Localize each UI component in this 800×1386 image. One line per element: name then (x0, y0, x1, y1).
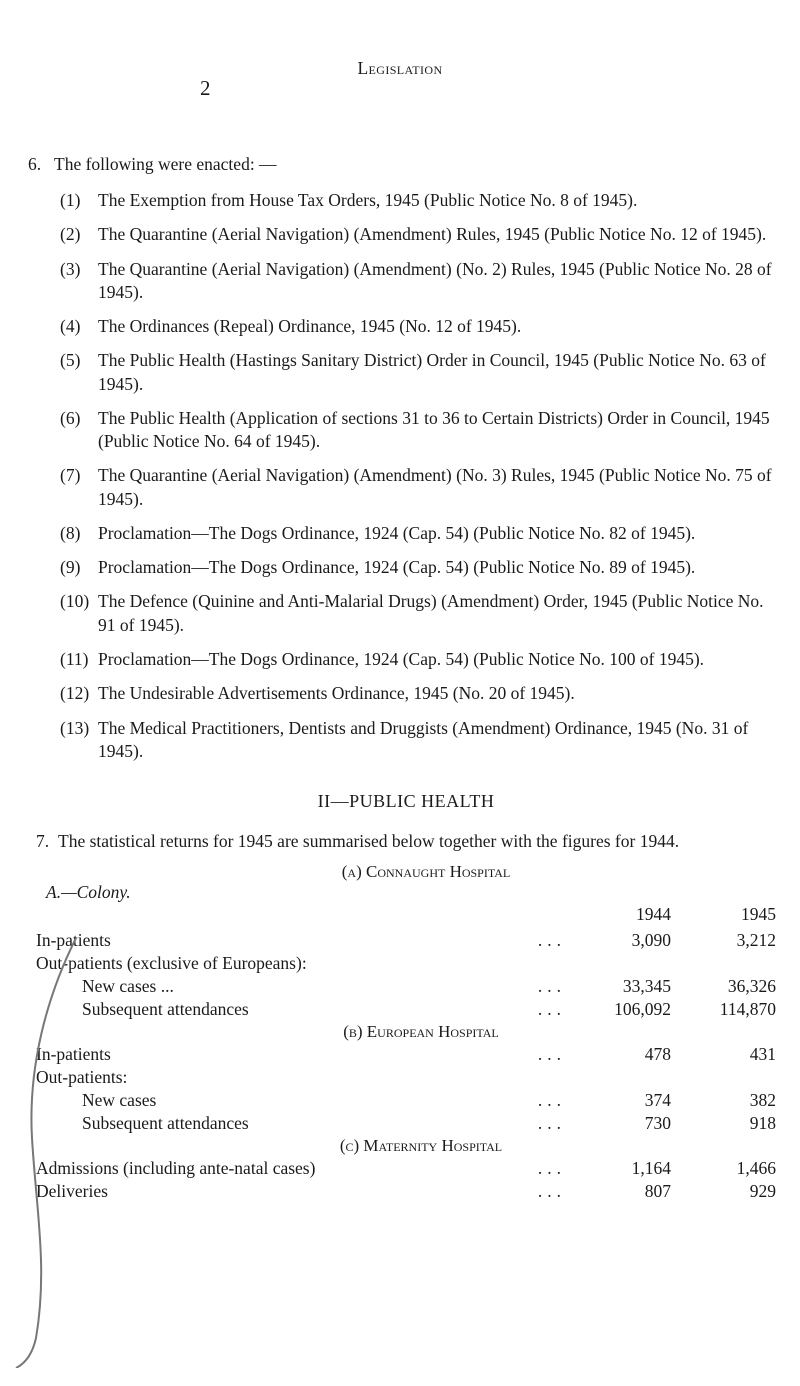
row-value-1945: 431 (749, 1043, 776, 1064)
table-row (36, 998, 776, 1021)
list-item (36, 717, 776, 764)
row-value-1945: 3,212 (736, 929, 776, 950)
list-item-text: The Undesirable Advertisements Ordinance, 1945 (No. 20 of 1945). (98, 683, 575, 704)
row-label: Out-patients: (36, 1066, 128, 1087)
row-dots: ... (537, 1157, 566, 1178)
table-header-row (36, 903, 776, 929)
table-row (36, 1043, 776, 1066)
row-dots: ... (537, 1043, 566, 1064)
row-value-1945: 918 (749, 1112, 776, 1133)
list-item (36, 189, 776, 212)
row-dots: ... (537, 1180, 566, 1201)
row-value-1945: 36,326 (727, 975, 776, 996)
connaught-hospital-table (36, 903, 776, 1203)
list-item (36, 556, 776, 579)
table-row (36, 1157, 776, 1180)
list-item (36, 648, 776, 671)
row-value-1944: 1,164 (631, 1157, 671, 1178)
row-value-1944: 374 (644, 1089, 671, 1110)
list-item-marker: (13) (60, 717, 90, 738)
list-item-marker: (1) (60, 190, 81, 210)
maternity-hospital-title: (c) Maternity Hospital (339, 1135, 503, 1155)
row-value-1945: 114,870 (719, 998, 776, 1019)
row-label: Deliveries (36, 1180, 108, 1201)
spacer-cell (36, 903, 456, 929)
row-value-1944: 807 (644, 1180, 671, 1201)
table-row (36, 1089, 776, 1112)
statistics-paragraph-text: The statistical returns for 1945 are summarised below together with the figures for 1944. (58, 831, 680, 852)
intro-line (28, 154, 776, 175)
section-heading: Legislation (357, 58, 443, 78)
row-label: New cases (82, 1089, 157, 1110)
european-hospital-title: (b) European Hospital (343, 1021, 499, 1041)
row-dots (456, 1066, 566, 1089)
row-label: In-patients (36, 929, 111, 950)
list-item-marker: (2) (60, 224, 81, 245)
row-label: Subsequent attendances (82, 998, 249, 1019)
row-value-1944 (566, 1066, 671, 1089)
row-dots: ... (537, 975, 566, 996)
row-value-1944: 33,345 (622, 975, 671, 996)
row-label: Admissions (including ante-natal cases) (36, 1157, 316, 1178)
maternity-hospital-title-row (36, 1135, 776, 1157)
list-item-text: Proclamation—The Dogs Ordinance, 1924 (Cap. 54) (Public Notice No. 100 of 1945). (98, 648, 705, 669)
row-value-1944: 478 (644, 1043, 671, 1064)
list-item (36, 223, 776, 246)
list-item-text: The Public Health (Application of sections 31 to 36 to Certain Districts) Order in Council, 1945 (Public Notice No. 64 of 1945). (98, 407, 770, 452)
year-1944-header: 1944 (636, 903, 671, 924)
list-item (36, 590, 776, 637)
row-dots: ... (537, 1112, 566, 1133)
row-value-1944: 106,092 (614, 998, 671, 1019)
list-item-text: The Quarantine (Aerial Navigation) (Amendment) (No. 2) Rules, 1945 (Public Notice No. 28 of 1945). (98, 258, 772, 302)
list-item-marker: (12) (60, 683, 90, 704)
list-item (36, 682, 776, 705)
list-item-text: The Defence (Quinine and Anti-Malarial Drugs) (Amendment) Order, 1945 (Public Notice No. 91 of 1945). (98, 591, 764, 635)
european-hospital-title-row (36, 1021, 776, 1043)
row-dots (456, 952, 566, 975)
part-heading: II—PUBLIC HEALTH (317, 791, 495, 812)
year-1945-header: 1945 (741, 903, 776, 924)
row-label: New cases ... (82, 975, 174, 996)
row-dots: ... (537, 1089, 566, 1110)
list-item (36, 258, 776, 305)
table-row (36, 929, 776, 952)
table-row (36, 1180, 776, 1203)
intro-number: 6. (28, 154, 42, 174)
row-label: Out-patients (exclusive of Europeans): (36, 952, 307, 973)
list-item-text: The Quarantine (Aerial Navigation) (Amendment) (No. 3) Rules, 1945 (Public Notice No. 75 of 1945). (98, 465, 772, 509)
maternity-hospital-title-cell (36, 1135, 776, 1157)
list-item (36, 407, 776, 454)
list-item-marker: (8) (60, 522, 81, 543)
list-item-text: The Ordinances (Repeal) Ordinance, 1945 (No. 12 of 1945). (98, 316, 522, 337)
row-label: In-patients (36, 1043, 111, 1064)
list-item-text: The Exemption from House Tax Orders, 1945 (Public Notice No. 8 of 1945). (98, 190, 638, 210)
page-number: 2 (200, 76, 211, 100)
list-item-text: Proclamation—The Dogs Ordinance, 1924 (Cap. 54) (Public Notice No. 82 of 1945). (98, 522, 696, 543)
row-label: Subsequent attendances (82, 1112, 249, 1133)
connaught-hospital-title: (a) Connaught Hospital (341, 861, 511, 881)
list-item-marker: (10) (60, 591, 90, 612)
list-item-text: The Medical Practitioners, Dentists and Druggists (Amendment) Ordinance, 1945 (No. 31 of 1945). (98, 717, 749, 761)
page-content (28, 154, 776, 1203)
row-value-1944: 3,090 (631, 929, 671, 950)
row-value-1944 (566, 952, 671, 975)
row-value-1945 (671, 1066, 776, 1089)
list-item (36, 522, 776, 545)
list-item (36, 315, 776, 338)
table-row (36, 952, 776, 975)
table-row (36, 1066, 776, 1089)
intro-text: The following were enacted: — (54, 154, 277, 174)
colony-label: A.—Colony. (46, 881, 131, 902)
list-item-text: The Public Health (Hastings Sanitary District) Order in Council, 1945 (Public Notice No. 63 of 1945). (98, 350, 766, 394)
spacer-cell (456, 903, 566, 929)
document-page (0, 58, 800, 1386)
list-item-marker: (6) (60, 407, 81, 428)
row-value-1945 (671, 952, 776, 975)
list-item (36, 464, 776, 511)
list-item-marker: (5) (60, 350, 81, 371)
row-value-1945: 382 (749, 1089, 776, 1110)
table-row (36, 1112, 776, 1135)
list-item-marker: (3) (60, 258, 81, 279)
row-value-1945: 929 (749, 1180, 776, 1201)
row-value-1944: 730 (644, 1112, 671, 1133)
list-item-marker: (7) (60, 465, 81, 486)
row-dots: ... (537, 998, 566, 1019)
list-item (36, 349, 776, 396)
statistics-paragraph-number: 7. (36, 831, 50, 852)
row-value-1945: 1,466 (736, 1157, 776, 1178)
statistics-tables (36, 862, 776, 1203)
list-item-marker: (4) (60, 316, 81, 337)
list-item-marker: (11) (60, 648, 89, 669)
list-item-text: The Quarantine (Aerial Navigation) (Amendment) Rules, 1945 (Public Notice No. 12 of 1945). (98, 224, 767, 245)
european-hospital-title-cell (36, 1021, 776, 1043)
statistics-paragraph (36, 830, 776, 854)
list-item-marker: (9) (60, 557, 81, 578)
row-dots: ... (537, 929, 566, 950)
list-item-text: Proclamation—The Dogs Ordinance, 1924 (Cap. 54) (Public Notice No. 89 of 1945). (98, 557, 696, 578)
table-row (36, 975, 776, 998)
